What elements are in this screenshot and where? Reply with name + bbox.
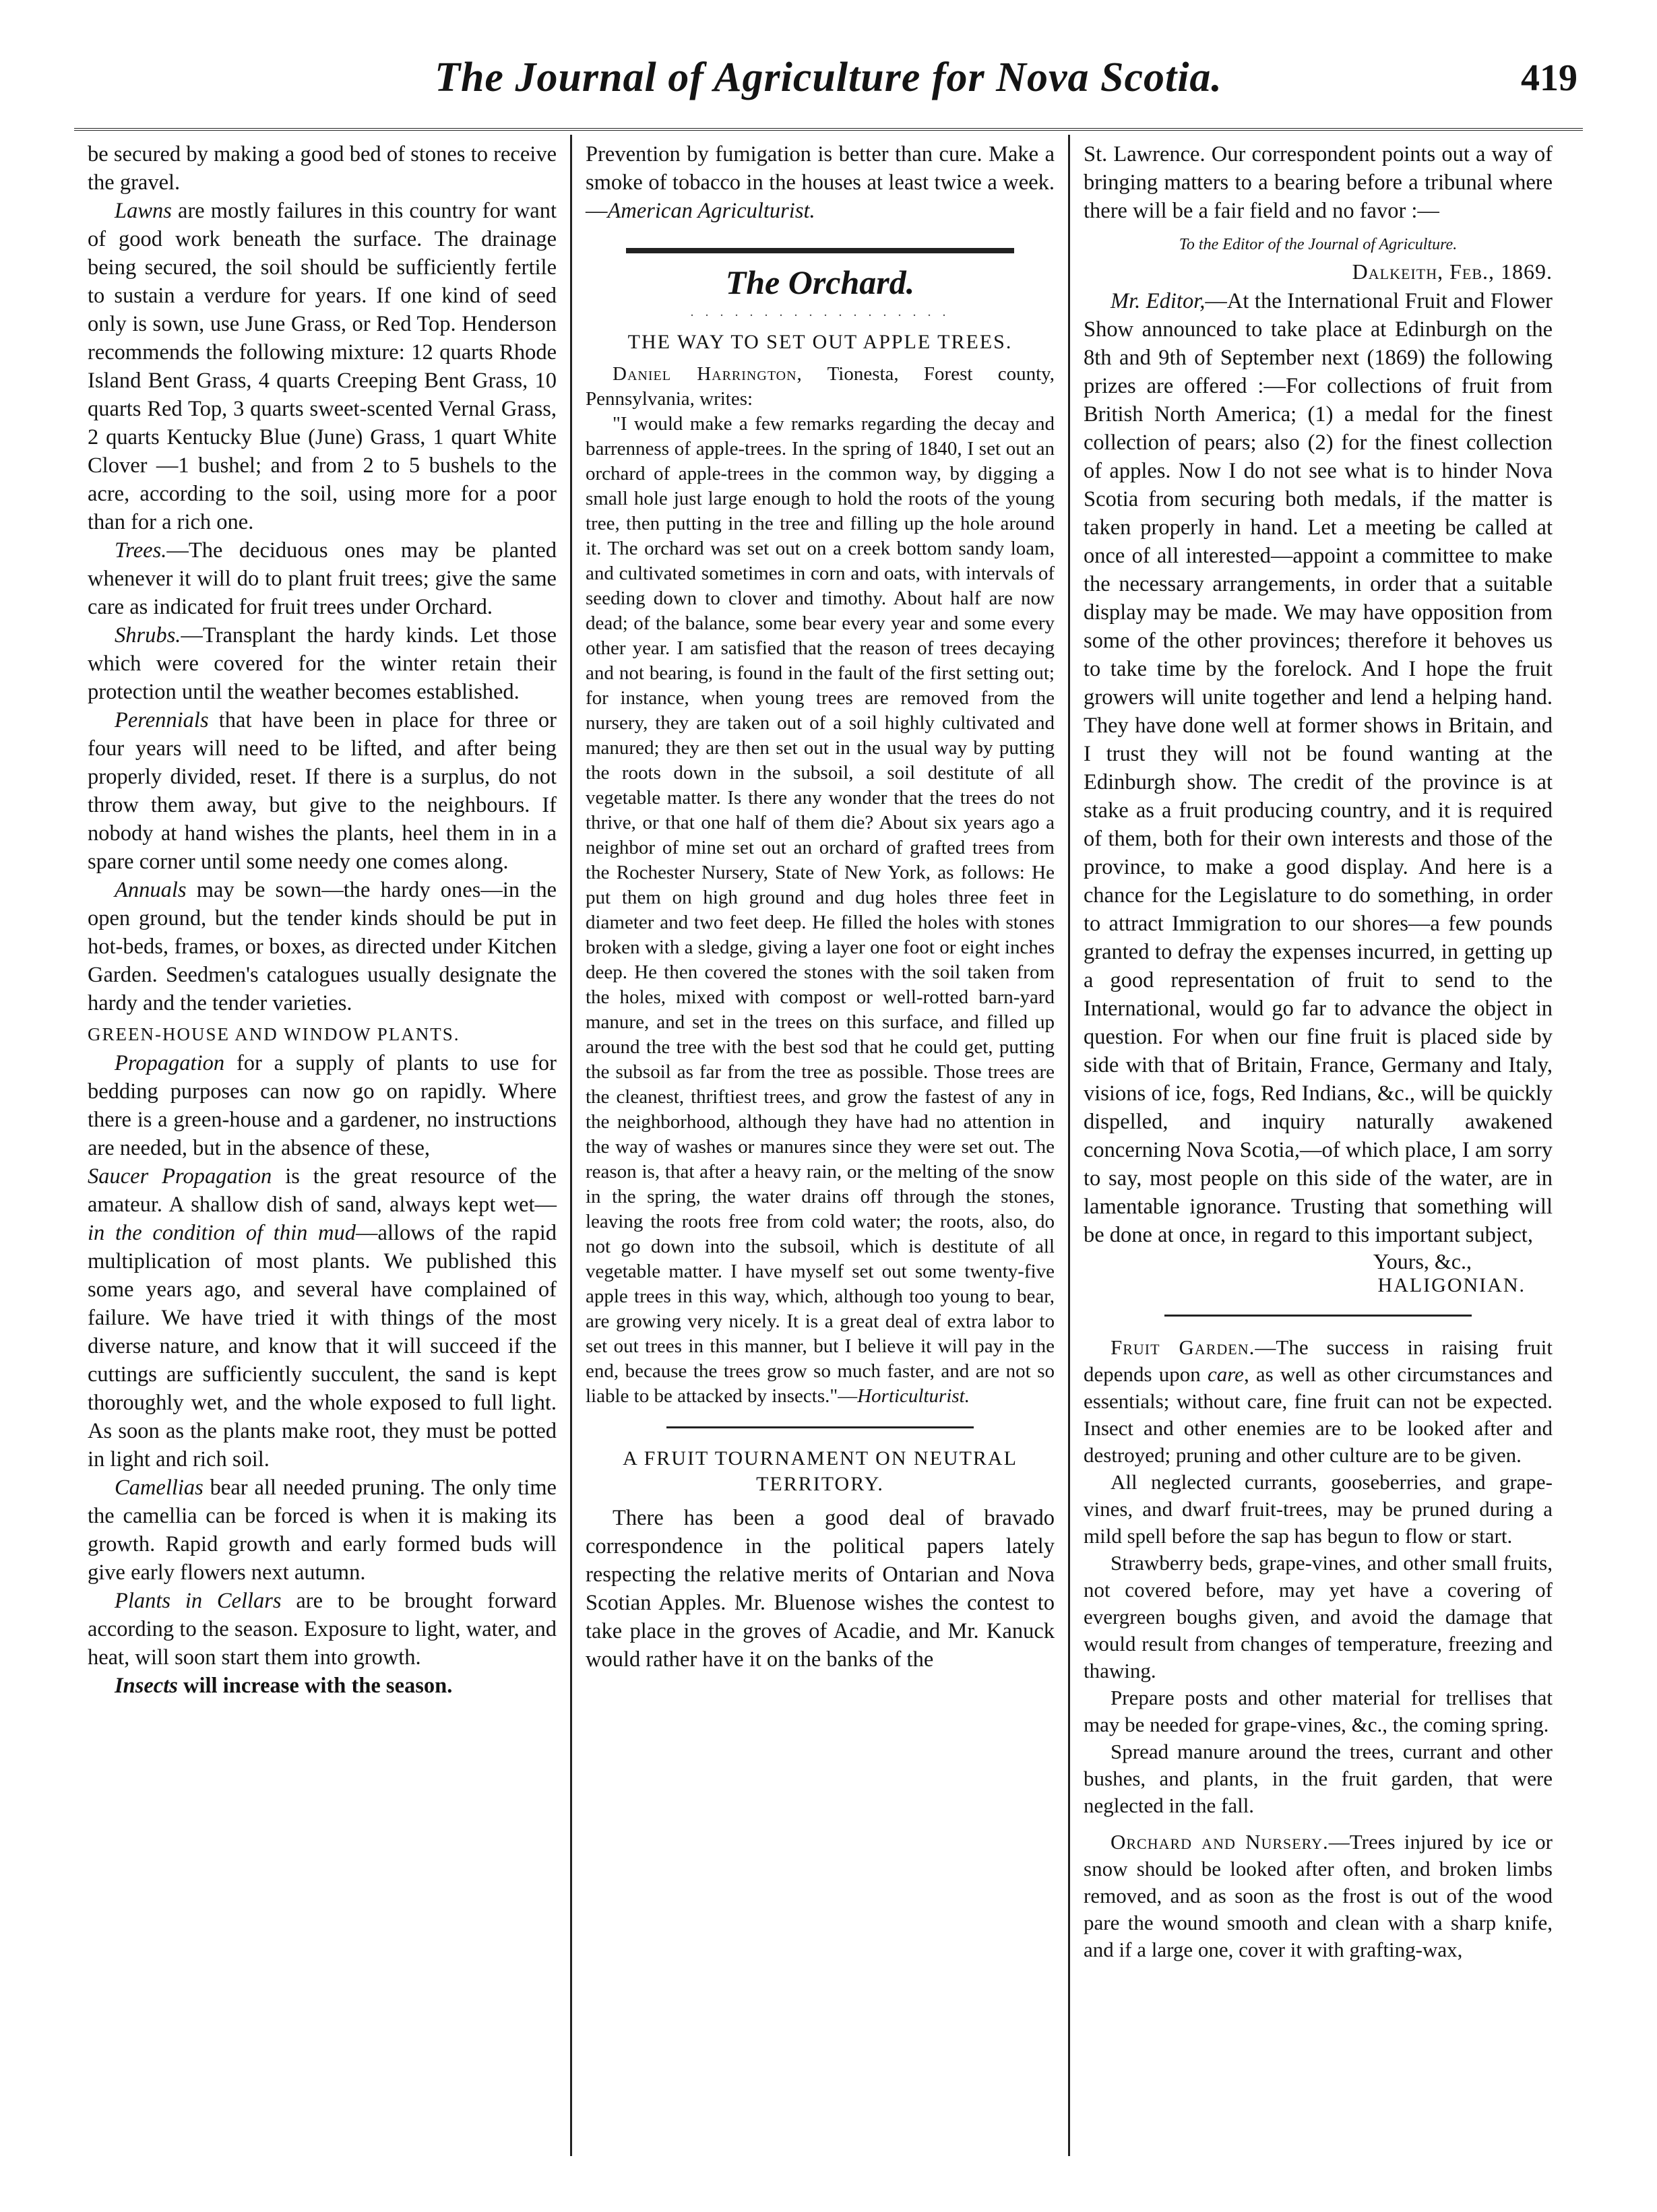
text: —The deciduous ones may be planted whenever it will do to plant fruit trees; give the same care as indicated for fruit trees under Orchard. (88, 538, 557, 619)
letter-signature: HALIGONIAN. (1377, 1274, 1526, 1296)
byline (586, 362, 1055, 412)
paragraph-propagation (88, 1049, 557, 1162)
letter-body (1084, 287, 1553, 1249)
run-in-trees: Trees. (115, 538, 167, 563)
paragraph-st-lawrence: St. Lawrence. Our correspondent points out a way of bringing matters to a bearing before a tribunal where there will be a fair field and no favor :— (1084, 142, 1553, 223)
run-in-propagation: Propagation (115, 1051, 225, 1075)
journal-title: The Journal of Agriculture for Nova Scotia. (435, 55, 1222, 100)
run-in-camellias: Camellias (115, 1476, 204, 1500)
paragraph-annuals (88, 876, 557, 1017)
page-number: 419 (1521, 57, 1577, 99)
text: —Trees injured by ice or snow should be looked after often, and broken limbs removed, and as soon as the frost is out of the wood pare the wound smooth and clean with a sharp knife, and if a large one, cover it with grafting-wax, (1084, 1830, 1553, 1961)
text: are mostly failures in this country for want of good work beneath the surface. The drainage being secured, the soil should be sufficiently fertile to sustain a verdure for years. If one kind of seed only is sown, use June Grass, or Red Top. Henderson recommends the following mixture: 12 quarts Rhode Island Bent Grass, 4 quarts Creeping Bent Grass, 10 quarts Red Top, 3 quarts sweet-scented Vernal Grass, 2 quarts Kentucky Blue (June) Grass, 1 quart White Clover —1 bushel; and from 2 to 5 bushels to the acre, according to the soil, using more for a poor than for a rich one. (88, 199, 557, 534)
paragraph-tournament: There has been a good deal of bravado correspondence in the political papers lately respecting the relative merits of Ontarian and Nova Scotian Apples. Mr. Bluenose wishes the contest to take place in the groves of Acadie, and Mr. Kanuck would rather have it on the banks of the (586, 1506, 1055, 1672)
text: , as well as other circumstances and essentials; without care, fine fruit can not be expected. Insect and other enemies are to be looked after and destroyed; pruning and other culture are to be given. (1084, 1362, 1553, 1467)
text: "I would make a few remarks regarding the decay and barrenness of apple-trees. In the spring of 1840, I set out an orchard of apple-trees in the common way, by digging a small hole just large enough to hold the roots of the young tree, then putting in the tree and filling up the hole around it. The orchard was set out on a creek bottom sandy loam, and cultivated sometimes in corn and oats, with intervals of seeding down to clover and timothy. About half are now dead; of the balance, some bear every year and some every other year. I am satisfied that the reason of trees decaying and not bearing, is found in the fault of the first setting out; for instance, when young trees are removed from the nursery, they are taken out of a soil highly cultivated and manured; they are then set out in the usual way by putting the roots down in the subsoil, a soil destitute of all vegetable matter. Is there any wonder that the trees do not thrive, or that one half of them die? About six years ago a neighbor of mine set out an orchard of grafted trees from the Rochester Nursery, State of New York, as follows: He put them on high ground and dug holes three feet in diameter and two feet deep. He filled the holes with stones broken with a sledge, giving a layer one foot or eight inches deep. He then covered the stones with the soil taken from the holes, mixed with compost or well-rotted barn-yard manure, and set in the trees on this surface, and filled up around the tree with the best sod that he could get, putting the subsoil as far from the tree as possible. Those trees are the cleanest, thriftiest trees, and grow the fastest of any in the neighborhood, although they have had no attention in the way of washes or manures since they were set out. The reason is, that after a heavy rain, or the melting of the snow in the spring, the water drains off through the stones, leaving the roots free from cold water; the roots, also, do not go down into the subsoil, which is destitute of all vegetable matter. I have myself set out some twenty-five apple trees in this way, which, although too young to bear, are growing very nicely. It is a great deal of extra labor to set out trees in this manner, but I believe it will pay in the end, because the trees grow so much faster, and are not so liable to be attacked by insects."— (586, 413, 1055, 1407)
column-middle (572, 135, 1068, 2156)
paragraph: All neglected currants, gooseberries, and grape-vines, and dwarf fruit-trees, may be pruned during a mild spell before the sap has begun to flow or start. (1084, 1470, 1553, 1548)
paragraph-camellias (88, 1474, 557, 1587)
paragraph-perennials (88, 706, 557, 876)
text: may be sown—the hardy ones—in the open ground, but the tender kinds should be put in hot-beds, frames, or boxes, as directed under Kitchen Garden. Seedmen's catalogues usually designate the hardy and the tender varieties. (88, 878, 557, 1015)
paragraph: be secured by making a good bed of stones to receive the gravel. (88, 142, 557, 195)
text: are to be brought forward according to the season. Exposure to light, water, and heat, will soon start them into growth. (88, 1589, 557, 1670)
text: Prevention by fumigation is better than cure. Make a smoke of tobacco in the houses at least twice a week.— (586, 142, 1055, 223)
fruit-garden-section (1084, 1334, 1553, 1963)
columns (74, 135, 1583, 2156)
run-in-perennials: Perennials (115, 708, 209, 732)
run-in-saucer: Saucer Propagation (88, 1164, 272, 1189)
italic-phrase: in the condition of thin mud (88, 1221, 356, 1245)
paragraph-lawns (88, 197, 557, 536)
text: for a supply of plants to use for bedding purposes can now go on rapidly. Where there is a green-house and a gardener, no instructions are needed, but in the absence of these, (88, 1051, 557, 1160)
run-in-shrubs: Shrubs. (115, 623, 181, 647)
letter-address: To the Editor of the Journal of Agriculture. (1179, 236, 1458, 253)
section-title-orchard: The Orchard. (725, 263, 915, 301)
paragraph-insects (88, 1672, 557, 1700)
dotted-divider: . . . . . . . . . . . . . . . . . . (690, 305, 950, 319)
letter-closing: Yours, &c., (1373, 1249, 1472, 1273)
text: —At the International Fruit and Flower Show announced to take place at Edinburgh on the 8th and 9th of September next (1869) the following prizes are offered :—For collections of fruit from British North America; (1) a medal for the finest collection of pears; also (2) for the finest collection of apples. Now I do not see what is to hinder Nova Scotia from securing both medals, if the matter is taken properly in hand. Let a meeting be called at once of all interested—appoint a committee to make the necessary arrangements, in order that a suitable display may be made. We may have opposition from some of the other provinces; therefore it behoves us to take time by the forelock. And I hope the fruit growers will unite together and lend a helping hand. They have done well at former shows in Britain, and I trust they will not be found wanting at the Edinburgh show. The credit of the province is at stake as a fruit producing country, and it is required of them, both for their own interests and those of the province, to make a good display. And here is a chance for the Legislature to do something, in order to attract Immigration to our shores—a few pounds granted to defray the expenses incurred, in getting up a good representation of fruit to send to the International, would go far to advance the object in question. For when our fine fruit is placed side by side with that of Britain, France, Germany and Italy, visions of ice, fogs, Red Indians, &c., will be quickly dispelled, and inquiry naturally awakened concerning Nova Scotia,—of which place, I am sorry to say, most people on this side of the water, are in lamentable ignorance. Trusting that something will be done at once, in regard to this important subject, (1084, 289, 1553, 1247)
column-right (1070, 135, 1566, 2156)
italic-word: care (1208, 1362, 1244, 1386)
text: Tionesta, Forest county, Pennsylvania, writes: (586, 363, 1055, 410)
text: bear all needed pruning. The only time the camellia can be forced is when it is making its growth. Rapid growth and early formed buds will give early flowers next autumn. (88, 1476, 557, 1585)
text: is the great resource of the amateur. A shallow dish of sand, always kept wet— (88, 1164, 557, 1217)
paragraph-shrubs (88, 621, 557, 706)
run-in-cellars: Plants in Cellars (115, 1589, 282, 1613)
text: will increase with the season. (177, 1674, 453, 1698)
paragraph-cellars (88, 1587, 557, 1672)
source-credit: Horticulturist. (857, 1385, 970, 1407)
author-name: Daniel Harrington, (613, 363, 803, 385)
section-rule (666, 1426, 974, 1428)
salutation: Mr. Editor, (1111, 289, 1206, 313)
article-title-fruit-tournament: A FRUIT TOURNAMENT ON NEUTRAL TERRITORY. (623, 1447, 1018, 1495)
run-in-annuals: Annuals (115, 878, 187, 902)
run-in-fruit-garden: Fruit Garden. (1111, 1335, 1255, 1359)
text: that have been in place for three or four years will need to be lifted, and after being properly divided, reset. If there is a surplus, do not throw them away, but give to the neighbours. If nobody at hand wishes the plants, heel them in in a spare corner until some needy one comes along. (88, 708, 557, 874)
source-credit: American Agriculturist. (607, 199, 815, 223)
letter-dateline: Dalkeith, Feb., 1869. (1352, 259, 1553, 284)
paragraph-trees (88, 536, 557, 621)
paragraph-fumigation (586, 140, 1055, 225)
text: —allows of the rapid multiplication of most plants. We published this some years ago, and several have complained of failure. We have tried it with things of the most diverse nature, and know that it will succeed if the cuttings are sufficiently succulent, the sand is kept thoroughly wet, and the whole exposed to full light. As soon as the plants make root, they must be potted in light and rich soil. (88, 1221, 557, 1472)
article-apple-trees (586, 362, 1055, 1409)
paragraph: Spread manure around the trees, currant and other bushes, and plants, in the fruit garden, that were neglected in the fall. (1084, 1740, 1553, 1817)
column-left (74, 135, 570, 2156)
section-rule (626, 248, 1014, 253)
run-in-lawns: Lawns (115, 199, 172, 223)
quoted-letter (586, 412, 1055, 1409)
paragraph: Prepare posts and other material for trellises that may be needed for grape-vines, &c., the coming spring. (1084, 1686, 1553, 1736)
page-header (74, 47, 1583, 131)
run-in-insects: Insects (115, 1674, 178, 1698)
text: —Transplant the hardy kinds. Let those which were covered for the winter retain their protection until the weather becomes established. (88, 623, 557, 704)
run-in-orchard-nursery: Orchard and Nursery. (1111, 1830, 1329, 1854)
paragraph: Strawberry beds, grape-vines, and other small fruits, not covered before, may yet have a covering of evergreen boughs given, and avoid the damage that would result from changes of temperature, freezing and thawing. (1084, 1551, 1553, 1682)
paragraph-saucer (88, 1162, 557, 1474)
section-rule (1164, 1315, 1472, 1317)
article-title-apple-trees: THE WAY TO SET OUT APPLE TREES. (627, 331, 1013, 353)
text: —The success in raising fruit depends upon (1084, 1335, 1553, 1386)
section-heading-greenhouse: GREEN-HOUSE AND WINDOW PLANTS. (88, 1024, 460, 1044)
paragraph-fruit-garden (1084, 1334, 1553, 1469)
paragraph-orchard-nursery (1084, 1829, 1553, 1963)
